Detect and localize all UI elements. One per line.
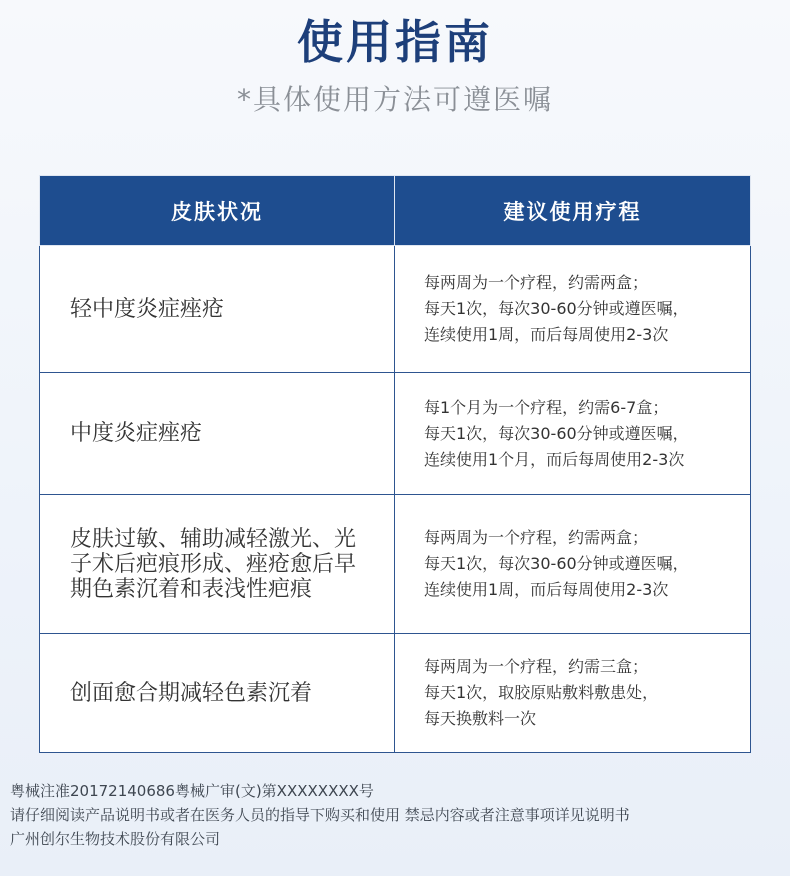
course-line: 每天1次，每次30-60分钟或遵医嘱， <box>424 299 689 318</box>
course-cell <box>395 373 751 495</box>
approval-number: 粤械注准20172140686粤械广审(文)第XXXXXXXX号 <box>10 782 374 800</box>
table-row <box>40 373 751 495</box>
course-line: 连续使用1个月，而后每周使用2-3次 <box>424 449 685 469</box>
table-row <box>40 634 751 753</box>
skin-condition-cell: 中度炎症痤疮 <box>40 373 395 495</box>
page-title: 使用指南 <box>297 15 493 69</box>
skin-condition-cell: 轻中度炎症痤疮 <box>40 246 395 373</box>
course-cell <box>395 634 751 753</box>
course-line: 每两周为一个疗程，约需两盒； <box>424 528 649 547</box>
course-line: 每天1次，每次30-60分钟或遵医嘱， <box>424 554 689 573</box>
company-name: 广州创尔生物技术股份有限公司 <box>10 830 221 848</box>
table-row <box>40 495 751 634</box>
skin-condition-cell: 创面愈合期减轻色素沉着 <box>40 634 395 753</box>
course-cell <box>395 495 751 634</box>
course-line: 每天换敷料一次 <box>424 709 537 728</box>
table-header-row <box>40 176 751 246</box>
course-line: 每1个月为一个疗程，约需6-7盒； <box>424 397 669 417</box>
column-header-recommended-course: 建议使用疗程 <box>395 176 751 246</box>
course-line: 连续使用1周，而后每周使用2-3次 <box>424 580 669 599</box>
course-line: 每天1次，每次30-60分钟或遵医嘱， <box>424 423 689 443</box>
footer-disclaimer <box>10 779 780 851</box>
usage-warning: 请仔细阅读产品说明书或者在医务人员的指导下购买和使用 禁忌内容或者注意事项详见说明书 <box>10 806 630 824</box>
course-line: 每两周为一个疗程，约需两盒； <box>424 273 649 292</box>
course-line: 每天1次，取胶原贴敷料敷患处， <box>424 683 659 702</box>
skin-condition-cell: 皮肤过敏、辅助减轻激光、光子术后疤痕形成、痤疮愈后早期色素沉着和表浅性疤痕 <box>40 495 395 634</box>
column-header-skin-condition: 皮肤状况 <box>40 176 395 246</box>
usage-guide-table <box>39 175 751 753</box>
course-line: 连续使用1周，而后每周使用2-3次 <box>424 325 669 344</box>
page-subtitle: *具体使用方法可遵医嘱 <box>236 83 553 116</box>
course-cell <box>395 246 751 373</box>
course-line: 每两周为一个疗程，约需三盒； <box>424 657 649 676</box>
table-row <box>40 246 751 373</box>
